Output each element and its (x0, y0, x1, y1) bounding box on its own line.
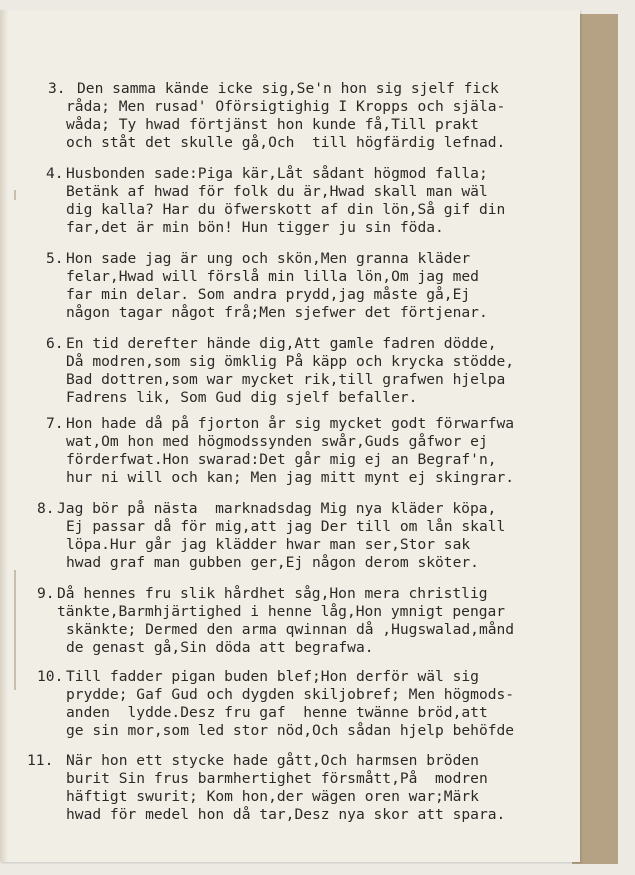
verse-line: de genast gå,Sin döda att begrafwa. (66, 639, 374, 656)
verse-line: någon tagar något frå;Men sjefwer det förtjenar. (66, 304, 488, 321)
verse-line: far,det är min bön! Hun tigger ju sin föda. (66, 219, 444, 236)
verse-line: wat,Om hon med högmodssynden swår,Guds gåfwor ej (66, 433, 488, 450)
verse-number: 9. (37, 585, 55, 602)
typewritten-page (0, 10, 580, 862)
stitch-mark (14, 190, 16, 200)
verse-line: häftigt swurit; Kom hon,der wägen oren war;Märk (66, 788, 479, 805)
verse-line: När hon ett stycke hade gått,Och harmsen bröden (66, 752, 479, 769)
verse-line: tänkte,Barmhjärtighed i henne låg,Hon ymnigt pengar (57, 603, 506, 620)
verse-line: wåda; Ty hwad förtjänst hon kunde få,Till prakt (66, 116, 479, 133)
verse-line: anden lydde.Desz fru gaf henne twänne bröd,att (66, 704, 488, 721)
verse-line: Till fadder pigan buden blef;Hon derför wäl sig (66, 668, 479, 685)
verse-line: far min delar. Som andra prydd,jag måste gå,Ej (66, 286, 471, 303)
verse-line: felar,Hwad will förslå min lilla lön,Om jag med (66, 268, 479, 285)
verse-line: ge sin mor,som led stor nöd,Och sådan hjelp behöfde (66, 722, 515, 739)
verse-line: Bad dottren,som war mycket rik,till grafwen hjelpa (66, 371, 506, 388)
verse-line: löpa.Hur går jag klädder hwar man ser,Stor sak (66, 536, 471, 553)
verse-line: förderfwat.Hon swarad:Det går mig ej an Begraf'n, (66, 451, 497, 468)
verse-line: Ej passar då för mig,att jag Der till om lån skall (66, 518, 506, 535)
verse-line: hwad för medel hon då tar,Desz nya skor att spara. (66, 806, 506, 823)
verse-line: Jag bör på nästa marknadsdag Mig nya kläder köpa, (57, 500, 497, 517)
verse-line: Då hennes fru slik hårdhet såg,Hon mera christlig (57, 585, 488, 602)
stitch-mark (14, 570, 16, 690)
verse-line: En tid derefter hände dig,Att gamle fadren dödde, (66, 335, 497, 352)
verse-number: 11. (27, 752, 54, 769)
verse-number: 5. (46, 250, 64, 267)
verse-line: Hon sade jag är ung och skön,Men granna kläder (66, 250, 471, 267)
verse-line: råda; Men rusad' Oförsigtighig I Kropps och själa- (66, 98, 506, 115)
page-edge-shadow (0, 10, 8, 862)
verse-line: och ståt det skulle gå,Och till högfärdig lefnad. (66, 134, 506, 151)
verse-number: 7. (46, 415, 64, 432)
verse-line: Hon hade då på fjorton år sig mycket godt förwarfwa (66, 415, 515, 432)
verse-number: 6. (46, 335, 64, 352)
verse-line: Betänk af hwad för folk du är,Hwad skall man wäl (66, 183, 488, 200)
verse-number: 3. (48, 80, 66, 97)
verse-line: skänkte; Dermed den arma qwinnan då ,Hugswalad,månd (66, 621, 515, 638)
verse-line: Husbonden sade:Piga kär,Låt sådant högmod falla; (66, 165, 488, 182)
verse-line: dig kalla? Har du öfwerskott af din lön,Så gif din (66, 201, 506, 218)
verse-number: 8. (37, 500, 55, 517)
verse-line: Den samma kände icke sig,Se'n hon sig sjelf fick (77, 80, 499, 97)
verse-number: 4. (46, 165, 64, 182)
verse-line: prydde; Gaf Gud och dygden skiljobref; Men högmods- (66, 686, 515, 703)
verse-number: 10. (37, 668, 64, 685)
verse-line: hur ni will och kan; Men jag mitt mynt ej skingrar. (66, 469, 515, 486)
verse-line: Fadrens lik, Som Gud dig sjelf befaller. (66, 389, 418, 406)
verse-line: burit Sin frus barmhertighet försmått,På modren (66, 770, 488, 787)
verse-line: hwad graf man gubben ger,Ej någon derom sköter. (66, 554, 479, 571)
verse-line: Då modren,som sig ömklig På käpp och krycka stödde, (66, 353, 515, 370)
